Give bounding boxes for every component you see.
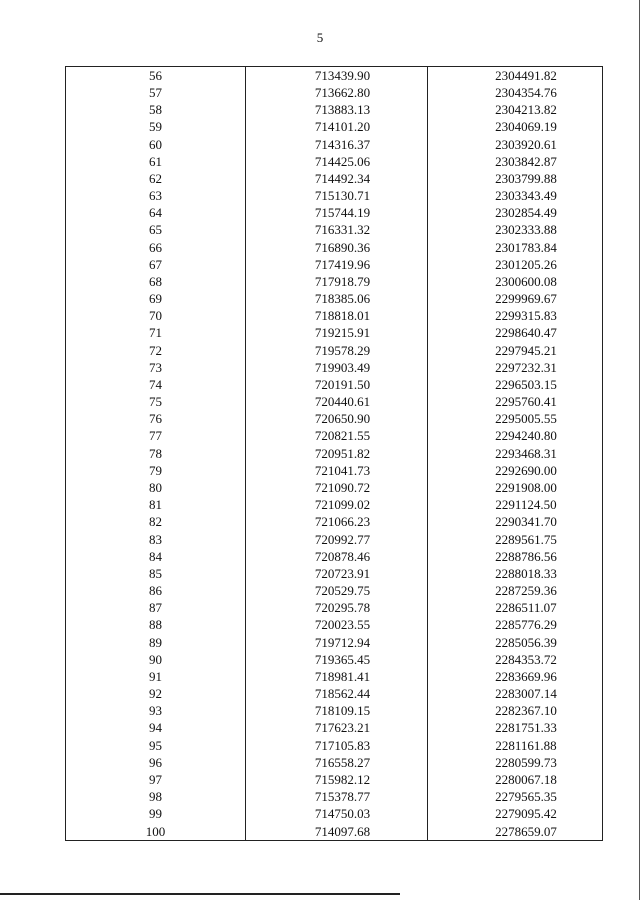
x-coordinate-cell: 720821.55 (246, 428, 428, 445)
y-coordinate-cell: 2291908.00 (428, 479, 603, 496)
point-number-cell: 74 (66, 376, 246, 393)
point-number-cell: 58 (66, 101, 246, 118)
x-coordinate-cell: 714750.03 (246, 805, 428, 822)
y-coordinate-cell: 2304069.19 (428, 119, 603, 136)
point-number-cell: 89 (66, 634, 246, 651)
y-coordinate-cell: 2299315.83 (428, 307, 603, 324)
point-number-cell: 59 (66, 119, 246, 136)
y-coordinate-cell: 2290341.70 (428, 514, 603, 531)
point-number-cell: 71 (66, 325, 246, 342)
table-row (66, 617, 603, 634)
x-coordinate-cell: 718562.44 (246, 685, 428, 702)
table-row (66, 565, 603, 582)
y-coordinate-cell: 2284353.72 (428, 651, 603, 668)
table-row (66, 290, 603, 307)
table-row (66, 514, 603, 531)
point-number-cell: 91 (66, 668, 246, 685)
point-number-cell: 94 (66, 720, 246, 737)
y-coordinate-cell: 2285776.29 (428, 617, 603, 634)
x-coordinate-cell: 717918.79 (246, 273, 428, 290)
table-row (66, 685, 603, 702)
y-coordinate-cell: 2304213.82 (428, 101, 603, 118)
coordinate-table (65, 66, 603, 841)
point-number-cell: 72 (66, 342, 246, 359)
y-coordinate-cell: 2297945.21 (428, 342, 603, 359)
y-coordinate-cell: 2278659.07 (428, 823, 603, 841)
x-coordinate-cell: 719215.91 (246, 325, 428, 342)
x-coordinate-cell: 721041.73 (246, 462, 428, 479)
point-number-cell: 100 (66, 823, 246, 841)
x-coordinate-cell: 717623.21 (246, 720, 428, 737)
y-coordinate-cell: 2293468.31 (428, 445, 603, 462)
x-coordinate-cell: 719578.29 (246, 342, 428, 359)
y-coordinate-cell: 2288786.56 (428, 548, 603, 565)
x-coordinate-cell: 720951.82 (246, 445, 428, 462)
point-number-cell: 83 (66, 531, 246, 548)
y-coordinate-cell: 2282367.10 (428, 702, 603, 719)
page-number: 5 (316, 30, 324, 45)
y-coordinate-cell: 2279565.35 (428, 788, 603, 805)
y-coordinate-cell: 2302854.49 (428, 204, 603, 221)
y-coordinate-cell: 2279095.42 (428, 805, 603, 822)
table-row (66, 651, 603, 668)
y-coordinate-cell: 2283007.14 (428, 685, 603, 702)
x-coordinate-cell: 718385.06 (246, 290, 428, 307)
x-coordinate-cell: 719903.49 (246, 359, 428, 376)
table-row (66, 136, 603, 153)
y-coordinate-cell: 2301205.26 (428, 256, 603, 273)
y-coordinate-cell: 2288018.33 (428, 565, 603, 582)
point-number-cell: 75 (66, 393, 246, 410)
x-coordinate-cell: 715744.19 (246, 204, 428, 221)
point-number-cell: 88 (66, 617, 246, 634)
y-coordinate-cell: 2303799.88 (428, 170, 603, 187)
table-row (66, 720, 603, 737)
table-row (66, 222, 603, 239)
table-row (66, 788, 603, 805)
table-row (66, 496, 603, 513)
y-coordinate-cell: 2295760.41 (428, 393, 603, 410)
point-number-cell: 98 (66, 788, 246, 805)
table-row (66, 376, 603, 393)
y-coordinate-cell: 2291124.50 (428, 496, 603, 513)
x-coordinate-cell: 719712.94 (246, 634, 428, 651)
table-row (66, 101, 603, 118)
point-number-cell: 78 (66, 445, 246, 462)
y-coordinate-cell: 2304491.82 (428, 67, 603, 85)
x-coordinate-cell: 713662.80 (246, 84, 428, 101)
x-coordinate-cell: 720878.46 (246, 548, 428, 565)
point-number-cell: 70 (66, 307, 246, 324)
point-number-cell: 85 (66, 565, 246, 582)
table-row (66, 702, 603, 719)
x-coordinate-cell: 719365.45 (246, 651, 428, 668)
x-coordinate-cell: 714097.68 (246, 823, 428, 841)
x-coordinate-cell: 713439.90 (246, 67, 428, 85)
table-row (66, 187, 603, 204)
table-row (66, 428, 603, 445)
x-coordinate-cell: 715982.12 (246, 771, 428, 788)
point-number-cell: 77 (66, 428, 246, 445)
y-coordinate-cell: 2296503.15 (428, 376, 603, 393)
point-number-cell: 82 (66, 514, 246, 531)
y-coordinate-cell: 2280599.73 (428, 754, 603, 771)
table-row (66, 67, 603, 85)
y-coordinate-cell: 2302333.88 (428, 222, 603, 239)
point-number-cell: 99 (66, 805, 246, 822)
x-coordinate-cell: 717105.83 (246, 737, 428, 754)
point-number-cell: 61 (66, 153, 246, 170)
point-number-cell: 67 (66, 256, 246, 273)
x-coordinate-cell: 720023.55 (246, 617, 428, 634)
y-coordinate-cell: 2285056.39 (428, 634, 603, 651)
table-row (66, 256, 603, 273)
table-row (66, 531, 603, 548)
x-coordinate-cell: 716331.32 (246, 222, 428, 239)
table-row (66, 342, 603, 359)
y-coordinate-cell: 2283669.96 (428, 668, 603, 685)
y-coordinate-cell: 2287259.36 (428, 582, 603, 599)
y-coordinate-cell: 2300600.08 (428, 273, 603, 290)
table-row (66, 462, 603, 479)
point-number-cell: 97 (66, 771, 246, 788)
x-coordinate-cell: 714425.06 (246, 153, 428, 170)
point-number-cell: 63 (66, 187, 246, 204)
x-coordinate-cell: 715130.71 (246, 187, 428, 204)
table-row (66, 273, 603, 290)
y-coordinate-cell: 2298640.47 (428, 325, 603, 342)
table-row (66, 737, 603, 754)
x-coordinate-cell: 715378.77 (246, 788, 428, 805)
point-number-cell: 81 (66, 496, 246, 513)
y-coordinate-cell: 2281161.88 (428, 737, 603, 754)
y-coordinate-cell: 2297232.31 (428, 359, 603, 376)
point-number-cell: 90 (66, 651, 246, 668)
x-coordinate-cell: 714101.20 (246, 119, 428, 136)
x-coordinate-cell: 714492.34 (246, 170, 428, 187)
point-number-cell: 69 (66, 290, 246, 307)
point-number-cell: 65 (66, 222, 246, 239)
y-coordinate-cell: 2292690.00 (428, 462, 603, 479)
table-row (66, 307, 603, 324)
x-coordinate-cell: 721099.02 (246, 496, 428, 513)
y-coordinate-cell: 2294240.80 (428, 428, 603, 445)
table-row (66, 410, 603, 427)
point-number-cell: 80 (66, 479, 246, 496)
point-number-cell: 64 (66, 204, 246, 221)
table-row (66, 359, 603, 376)
x-coordinate-cell: 720191.50 (246, 376, 428, 393)
x-coordinate-cell: 716558.27 (246, 754, 428, 771)
point-number-cell: 84 (66, 548, 246, 565)
y-coordinate-cell: 2281751.33 (428, 720, 603, 737)
point-number-cell: 76 (66, 410, 246, 427)
table-row (66, 393, 603, 410)
x-coordinate-cell: 718818.01 (246, 307, 428, 324)
table-row (66, 771, 603, 788)
y-coordinate-cell: 2299969.67 (428, 290, 603, 307)
table-row (66, 445, 603, 462)
point-number-cell: 62 (66, 170, 246, 187)
table-row (66, 754, 603, 771)
table-row (66, 239, 603, 256)
x-coordinate-cell: 720650.90 (246, 410, 428, 427)
y-coordinate-cell: 2304354.76 (428, 84, 603, 101)
point-number-cell: 86 (66, 582, 246, 599)
coordinate-table-body (66, 67, 603, 841)
point-number-cell: 95 (66, 737, 246, 754)
table-row (66, 153, 603, 170)
x-coordinate-cell: 720295.78 (246, 599, 428, 616)
x-coordinate-cell: 720723.91 (246, 565, 428, 582)
table-row (66, 823, 603, 841)
y-coordinate-cell: 2303920.61 (428, 136, 603, 153)
y-coordinate-cell: 2295005.55 (428, 410, 603, 427)
x-coordinate-cell: 720529.75 (246, 582, 428, 599)
x-coordinate-cell: 718109.15 (246, 702, 428, 719)
point-number-cell: 96 (66, 754, 246, 771)
point-number-cell: 60 (66, 136, 246, 153)
table-row (66, 582, 603, 599)
table-row (66, 668, 603, 685)
table-row (66, 479, 603, 496)
x-coordinate-cell: 720440.61 (246, 393, 428, 410)
x-coordinate-cell: 721066.23 (246, 514, 428, 531)
point-number-cell: 92 (66, 685, 246, 702)
y-coordinate-cell: 2303842.87 (428, 153, 603, 170)
table-row (66, 84, 603, 101)
point-number-cell: 73 (66, 359, 246, 376)
table-row (66, 170, 603, 187)
x-coordinate-cell: 713883.13 (246, 101, 428, 118)
x-coordinate-cell: 714316.37 (246, 136, 428, 153)
y-coordinate-cell: 2301783.84 (428, 239, 603, 256)
point-number-cell: 79 (66, 462, 246, 479)
bottom-rule (0, 893, 400, 895)
y-coordinate-cell: 2286511.07 (428, 599, 603, 616)
table-row (66, 805, 603, 822)
point-number-cell: 87 (66, 599, 246, 616)
point-number-cell: 68 (66, 273, 246, 290)
y-coordinate-cell: 2303343.49 (428, 187, 603, 204)
table-row (66, 634, 603, 651)
x-coordinate-cell: 721090.72 (246, 479, 428, 496)
table-row (66, 325, 603, 342)
point-number-cell: 57 (66, 84, 246, 101)
table-row (66, 119, 603, 136)
table-row (66, 548, 603, 565)
x-coordinate-cell: 716890.36 (246, 239, 428, 256)
x-coordinate-cell: 717419.96 (246, 256, 428, 273)
y-coordinate-cell: 2280067.18 (428, 771, 603, 788)
x-coordinate-cell: 718981.41 (246, 668, 428, 685)
y-coordinate-cell: 2289561.75 (428, 531, 603, 548)
x-coordinate-cell: 720992.77 (246, 531, 428, 548)
point-number-cell: 66 (66, 239, 246, 256)
table-row (66, 204, 603, 221)
table-row (66, 599, 603, 616)
point-number-cell: 56 (66, 67, 246, 85)
point-number-cell: 93 (66, 702, 246, 719)
